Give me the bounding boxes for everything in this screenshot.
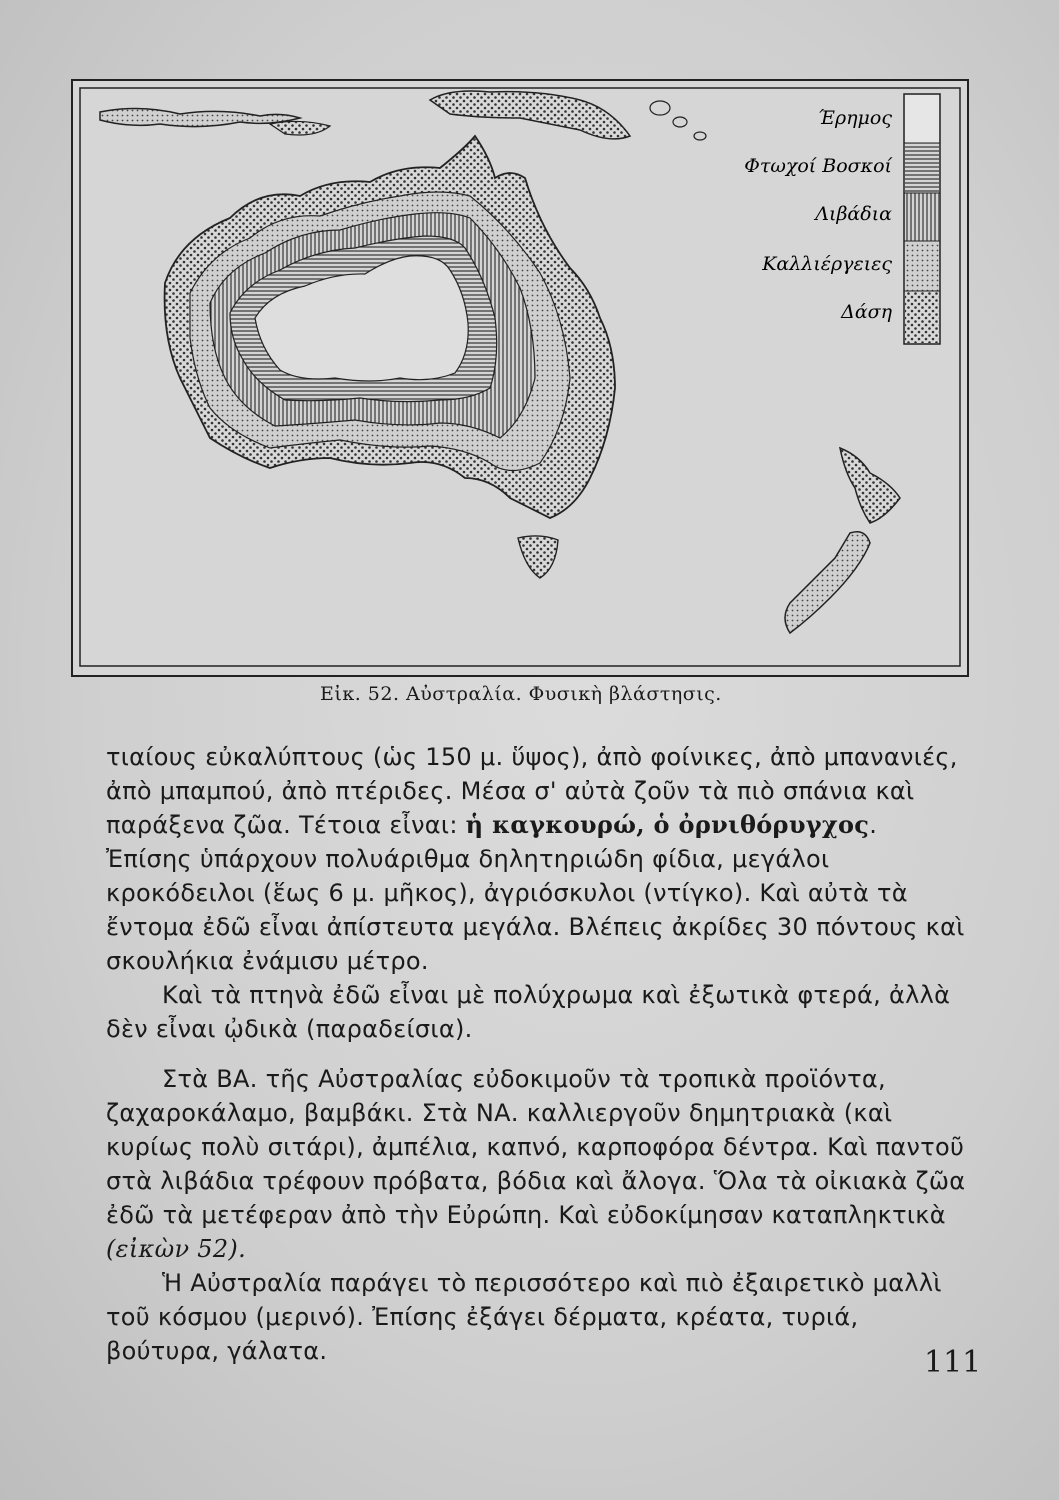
vegetation-map-figure <box>70 78 970 678</box>
legend-label-poor-grazing: Φτωχοί Βοσκοί <box>744 155 892 177</box>
figure-reference: (εἰκὼν 52). <box>106 1235 247 1263</box>
paragraph-3-text: Στὰ ΒΑ. τῆς Αὐστραλίας εὐδοκιμοῦν τὰ τροπικὰ προϊόντα, ζαχαροκάλαμο, βαμβάκι. Στὰ ΝΑ. καλλιεργοῦν δημητριακὰ (καὶ κυρίως πολὺ σιτάρι), ἀμπέλια, καπνό, καρποφόρα δέντρα. Καὶ παντοῦ στὰ λιβάδια τρέφουν πρόβατα, βόδια καὶ ἄλογα. Ὅλα τὰ οἰκιακὰ ζῶα ἐδῶ τὰ μετέφεραν ἀπὸ τὴν Εὐρώπη. Καὶ εὐδοκίμησαν καταπληκτικὰ <box>106 1065 966 1229</box>
legend-label-pasture: Λιβάδια <box>815 203 892 225</box>
paragraph-1-part-b: . Ἐπίσης ὑπάρχουν πολυάριθμα δηλητηριώδη φίδια, μεγάλοι κροκόδειλοι (ἕως 6 μ. μῆκος), ἀγριόσκυλοι (ντίγκο). Καὶ αὐτὰ τὰ ἔντομα ἐδῶ εἶναι ἀπίστευτα μεγάλα. Βλέπεις ἀκρίδες 30 πόντους καὶ σκουλήκια ἐνάμισυ μέτρο. <box>106 811 965 975</box>
legend-label-desert: Έρημος <box>817 107 892 129</box>
body-text <box>106 740 966 1368</box>
australia-vegetation-map <box>70 78 970 678</box>
legend-label-cultivation: Καλλιέργειες <box>762 253 892 275</box>
legend-label-forest: Δάση <box>841 301 892 323</box>
paragraph-1-part-a: τιαίους εὐκαλύπτους (ὡς 150 μ. ὕψος), ἀπὸ φοίνικες, ἀπὸ μπανανιές, ἀπὸ μπαμπού, ἀπὸ πτέριδες. Μέσα σ' αὐτὰ ζοῦν τὰ πιὸ σπάνια καὶ παράξενα ζῶα. Τέτοια εἶναι: <box>106 743 958 839</box>
paragraph-3 <box>106 1062 966 1266</box>
paragraph-2: Καὶ τὰ πτηνὰ ἐδῶ εἶναι μὲ πολύχρωμα καὶ ἐξωτικὰ φτερά, ἀλλὰ δὲν εἶναι ᾠδικὰ (παραδείσια). <box>106 981 951 1043</box>
page-number: 111 <box>924 1345 982 1380</box>
figure-caption: Εἰκ. 52. Αὐστραλία. Φυσικὴ βλάστησις. <box>320 683 722 705</box>
animal-names: ἡ καγκουρώ, ὁ ὀρνιθόρυγχος <box>465 810 870 839</box>
paragraph-1 <box>106 740 966 978</box>
paragraph-4: Ἡ Αὐστραλία παράγει τὸ περισσότερο καὶ πιὸ ἐξαιρετικὸ μαλλὶ τοῦ κόσμου (μερινό). Ἐπίσης ἐξάγει δέρματα, κρέατα, τυριά, βούτυρα, γάλατα. <box>106 1269 942 1365</box>
